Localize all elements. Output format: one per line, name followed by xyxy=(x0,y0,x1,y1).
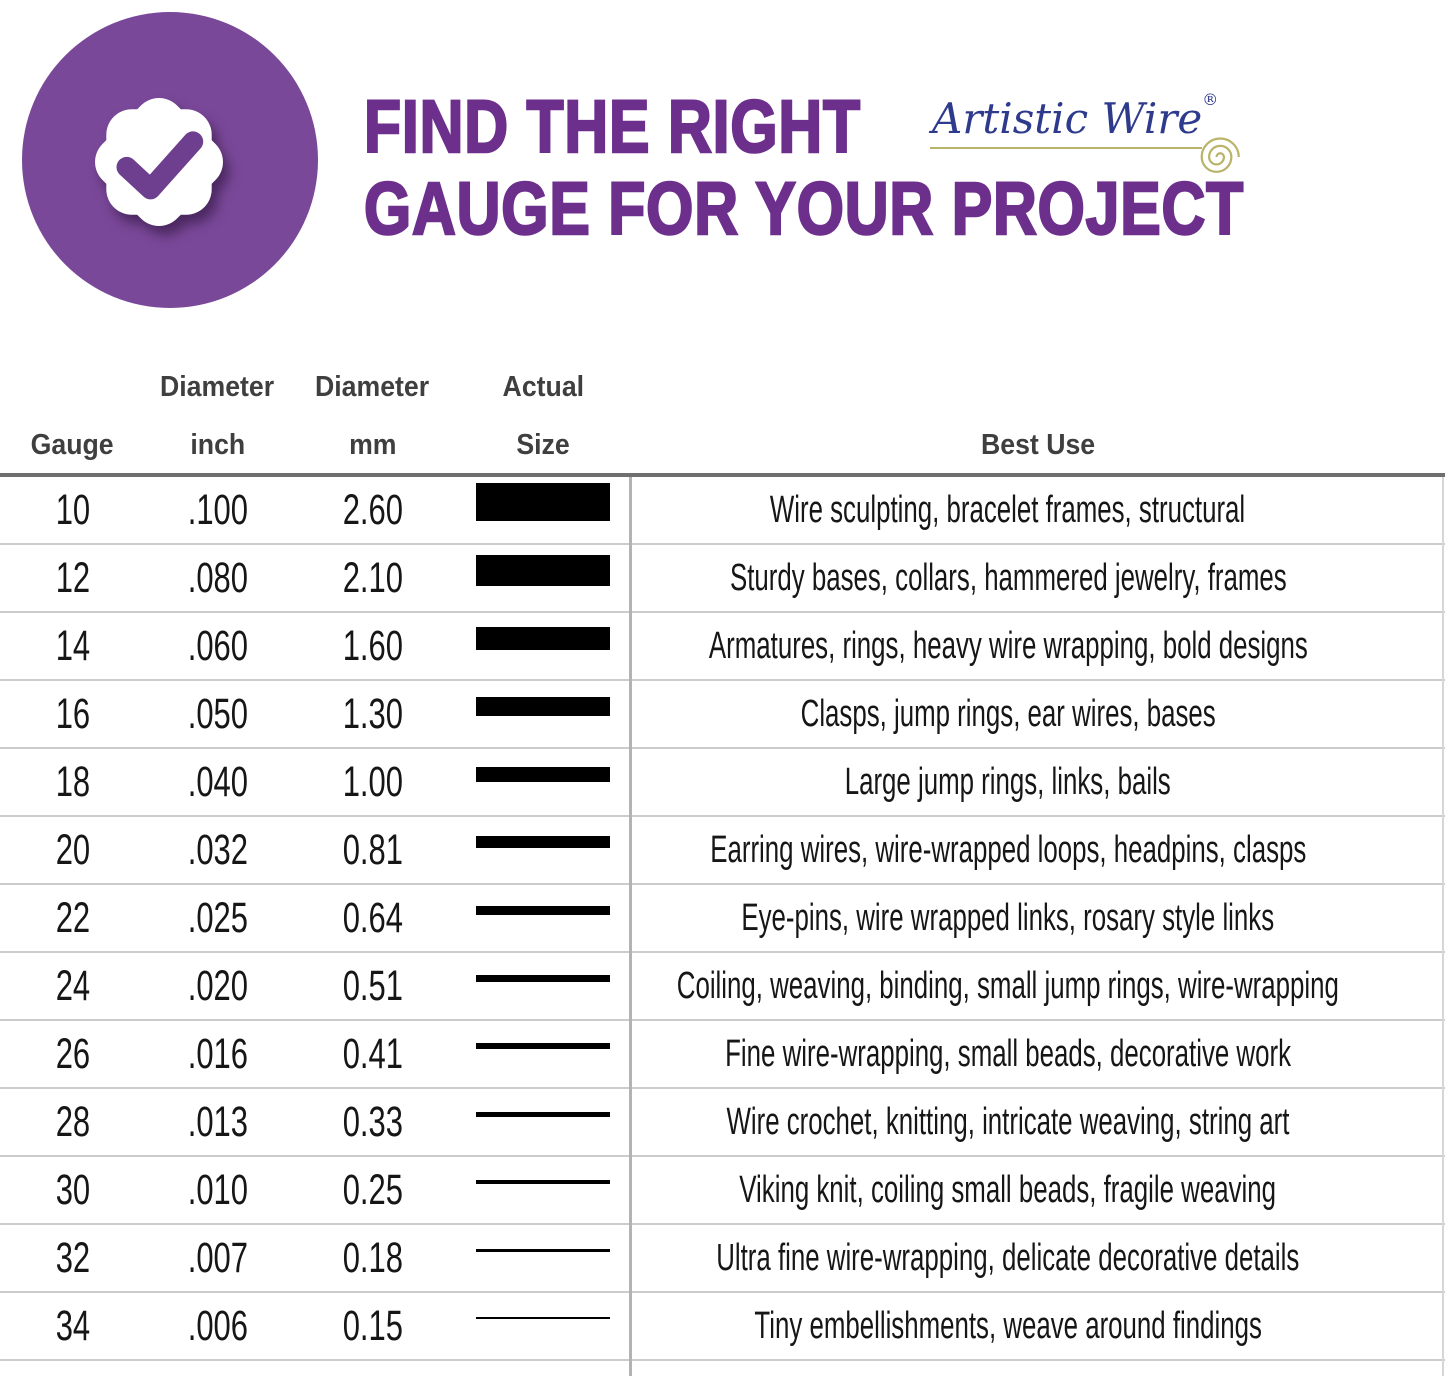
header-bestuse-top xyxy=(631,356,1445,418)
mm-cell: 0.25 xyxy=(342,1165,403,1214)
checkmark-seal-icon xyxy=(74,74,244,250)
mm-cell: 1.00 xyxy=(342,757,403,806)
actual-size-cell xyxy=(455,1089,631,1155)
actual-size-bar xyxy=(476,906,610,915)
gauge-cell: 26 xyxy=(55,1029,90,1078)
table-row xyxy=(0,613,1445,681)
gauge-cell: 16 xyxy=(55,689,90,738)
table-row xyxy=(0,545,1445,613)
header-inch: inch xyxy=(190,429,245,461)
table-row xyxy=(0,1157,1445,1225)
mm-cell: 0.41 xyxy=(342,1029,403,1078)
gauge-cell: 30 xyxy=(55,1165,90,1214)
table-row xyxy=(0,953,1445,1021)
best-use-cell: Tiny embellishments, weave around findings xyxy=(754,1304,1262,1347)
gauge-cell: 24 xyxy=(55,961,90,1010)
actual-size-cell xyxy=(455,749,631,815)
header-gauge: Gauge xyxy=(30,429,115,461)
actual-size-bar xyxy=(476,767,610,782)
mm-cell: 0.18 xyxy=(342,1233,403,1282)
best-use-cell: Eye-pins, wire wrapped links, rosary style links xyxy=(741,896,1275,939)
header-actual-top: Actual xyxy=(502,370,584,403)
table-row xyxy=(0,1293,1445,1361)
table-row xyxy=(0,749,1445,817)
gauge-table-body xyxy=(0,477,1445,1361)
mm-cell: 1.30 xyxy=(342,689,403,738)
table-row xyxy=(0,477,1445,545)
actual-size-cell xyxy=(455,1157,631,1223)
gauge-cell: 32 xyxy=(55,1233,90,1282)
actual-size-bar xyxy=(476,1317,610,1319)
inch-cell: .032 xyxy=(187,825,248,874)
column-divider-line xyxy=(629,477,632,1376)
header-diameter-mm-top: Diameter xyxy=(315,370,430,403)
actual-size-cell xyxy=(455,681,631,747)
mm-cell: 0.15 xyxy=(342,1301,403,1350)
mm-cell: 0.64 xyxy=(342,893,403,942)
actual-size-cell xyxy=(455,953,631,1019)
mm-cell: 0.81 xyxy=(342,825,403,874)
gauge-cell: 20 xyxy=(55,825,90,874)
actual-size-bar xyxy=(476,1043,610,1049)
inch-cell: .100 xyxy=(187,485,248,534)
table-row xyxy=(0,1089,1445,1157)
inch-cell: .007 xyxy=(187,1233,248,1282)
inch-cell: .016 xyxy=(187,1029,248,1078)
actual-size-bar xyxy=(476,697,610,716)
actual-size-cell xyxy=(455,545,631,611)
table-header xyxy=(0,356,1445,477)
actual-size-cell xyxy=(455,477,631,543)
right-edge-line xyxy=(1442,477,1444,1376)
inch-cell: .010 xyxy=(187,1165,248,1214)
best-use-cell: Sturdy bases, collars, hammered jewelry, frames xyxy=(729,556,1287,599)
inch-cell: .040 xyxy=(187,757,248,806)
best-use-cell: Viking knit, coiling small beads, fragile weaving xyxy=(739,1168,1277,1211)
inch-cell: .060 xyxy=(187,621,248,670)
mm-cell: 2.60 xyxy=(342,485,403,534)
best-use-cell: Ultra fine wire-wrapping, delicate decorative details xyxy=(716,1236,1300,1279)
header-mm: mm xyxy=(348,429,397,461)
gauge-cell: 10 xyxy=(55,485,90,534)
actual-size-cell xyxy=(455,817,631,883)
actual-size-cell xyxy=(455,1021,631,1087)
mm-cell: 1.60 xyxy=(342,621,403,670)
actual-size-bar xyxy=(476,975,610,982)
table-row xyxy=(0,1021,1445,1089)
brand-name: Artistic Wire xyxy=(932,94,1203,143)
brand-underline xyxy=(930,147,1202,149)
actual-size-bar xyxy=(476,627,610,650)
actual-size-cell xyxy=(455,1225,631,1291)
actual-size-bar xyxy=(476,1112,610,1117)
page-title-line2: GAUGE FOR YOUR PROJECT xyxy=(364,167,1245,250)
gauge-cell: 12 xyxy=(55,553,90,602)
actual-size-cell xyxy=(455,613,631,679)
actual-size-bar xyxy=(476,555,610,586)
inch-cell: .050 xyxy=(187,689,248,738)
best-use-cell: Earring wires, wire-wrapped loops, headpins, clasps xyxy=(709,828,1307,871)
best-use-cell: Large jump rings, links, bails xyxy=(844,760,1172,803)
gauge-cell: 22 xyxy=(55,893,90,942)
mm-cell: 2.10 xyxy=(342,553,403,602)
header-gauge-top xyxy=(0,356,145,418)
page-title-line1: FIND THE RIGHT xyxy=(364,85,861,168)
best-use-cell: Coiling, weaving, binding, small jump rings, wire-wrapping xyxy=(676,964,1340,1007)
table-header-row-bottom xyxy=(0,418,1445,473)
table-row xyxy=(0,817,1445,885)
registered-trademark: ® xyxy=(1202,90,1219,109)
table-row xyxy=(0,681,1445,749)
best-use-cell: Clasps, jump rings, ear wires, bases xyxy=(800,692,1216,735)
actual-size-bar xyxy=(476,483,610,521)
best-use-cell: Wire sculpting, bracelet frames, structural xyxy=(770,488,1246,531)
wire-spiral-icon xyxy=(1198,136,1240,178)
table-row xyxy=(0,1225,1445,1293)
inch-cell: .013 xyxy=(187,1097,248,1146)
actual-size-bar xyxy=(476,1249,610,1252)
table-header-row-top xyxy=(0,356,1445,418)
best-use-cell: Armatures, rings, heavy wire wrapping, bold designs xyxy=(708,624,1308,667)
actual-size-bar xyxy=(476,1180,610,1184)
inch-cell: .080 xyxy=(187,553,248,602)
best-use-cell: Wire crochet, knitting, intricate weaving, string art xyxy=(726,1100,1290,1143)
inch-cell: .025 xyxy=(187,893,248,942)
header-diameter-inch-top: Diameter xyxy=(160,370,275,403)
header-size: Size xyxy=(516,429,570,461)
inch-cell: .020 xyxy=(187,961,248,1010)
actual-size-cell xyxy=(455,885,631,951)
gauge-cell: 18 xyxy=(55,757,90,806)
actual-size-cell xyxy=(455,1293,631,1359)
gauge-cell: 28 xyxy=(55,1097,90,1146)
mm-cell: 0.33 xyxy=(342,1097,403,1146)
header-best-use: Best Use xyxy=(980,429,1096,461)
brand-logo xyxy=(932,90,1218,143)
gauge-cell: 14 xyxy=(55,621,90,670)
purple-seal-circle xyxy=(22,12,318,308)
gauge-cell: 34 xyxy=(55,1301,90,1350)
inch-cell: .006 xyxy=(187,1301,248,1350)
best-use-cell: Fine wire-wrapping, small beads, decorative work xyxy=(725,1032,1291,1075)
table-row xyxy=(0,885,1445,953)
mm-cell: 0.51 xyxy=(342,961,403,1010)
actual-size-bar xyxy=(476,836,610,848)
